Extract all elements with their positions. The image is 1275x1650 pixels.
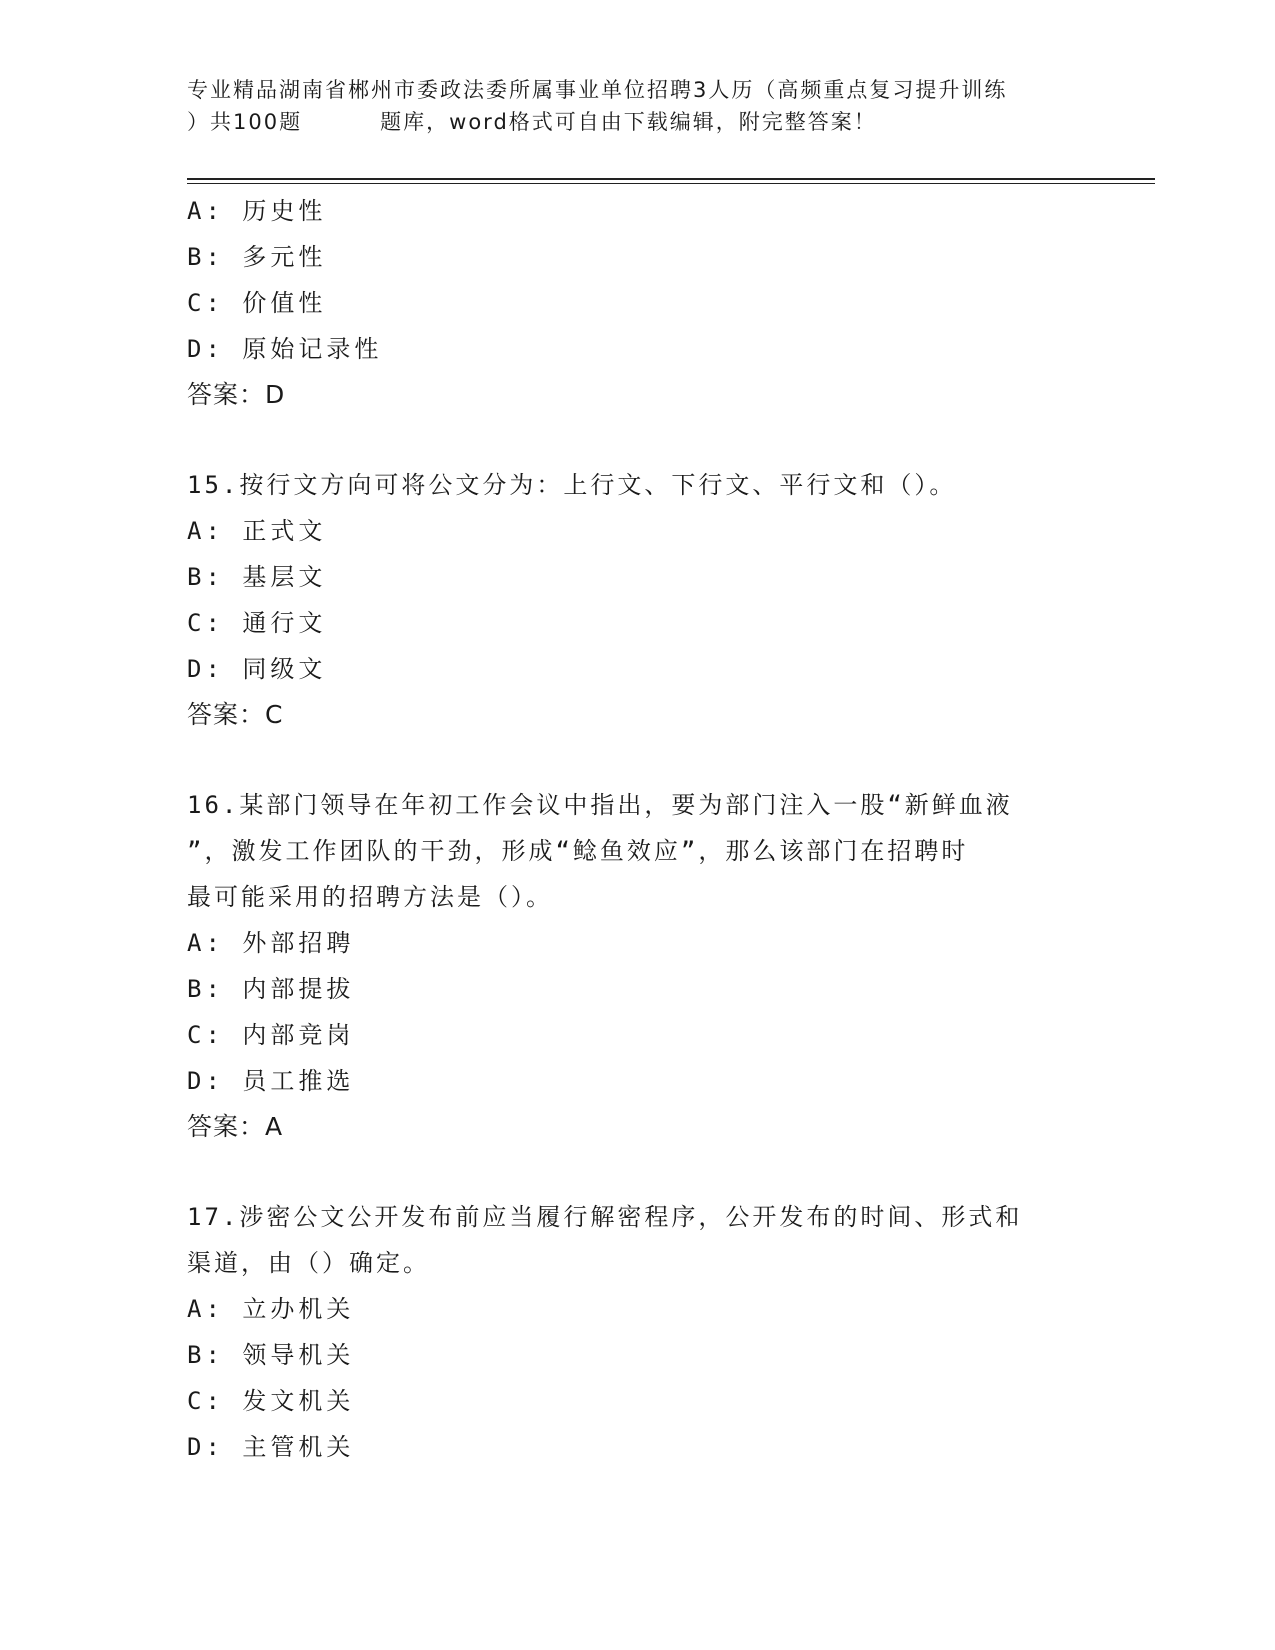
question-spacer bbox=[187, 1150, 1087, 1194]
question-spacer bbox=[187, 738, 1087, 782]
option-b: B: 基层文 bbox=[187, 563, 327, 591]
answer-line: 答案：C bbox=[187, 700, 284, 729]
document-header bbox=[187, 74, 1087, 138]
question-17 bbox=[187, 1194, 1087, 1470]
header-title-line-1: 专业精品湖南省郴州市委政法委所属事业单位招聘3人历（高频重点复习提升训练 bbox=[187, 78, 1008, 102]
question-text-line: 渠道，由（）确定。 bbox=[187, 1249, 430, 1277]
question-15 bbox=[187, 462, 1087, 738]
question-text-line: 16.某部门领导在年初工作会议中指出，要为部门注入一股“新鲜血液 bbox=[187, 791, 1013, 819]
question-text bbox=[187, 462, 1067, 508]
header-divider-thick bbox=[187, 178, 1155, 180]
option-c: C: 内部竞岗 bbox=[187, 1021, 355, 1049]
question-text-line: 17.涉密公文公开发布前应当履行解密程序，公开发布的时间、形式和 bbox=[187, 1203, 1023, 1231]
option-d: D: 同级文 bbox=[187, 655, 327, 683]
option-a: A: 外部招聘 bbox=[187, 929, 355, 957]
question-list bbox=[187, 188, 1087, 1470]
option-b: B: 内部提拔 bbox=[187, 975, 355, 1003]
option-c: C: 通行文 bbox=[187, 609, 327, 637]
question-16 bbox=[187, 782, 1087, 1150]
question-text-line: ”，激发工作团队的干劲，形成“鲶鱼效应”，那么该部门在招聘时 bbox=[187, 837, 969, 865]
option-b: B: 多元性 bbox=[187, 243, 327, 271]
option-d: D: 原始记录性 bbox=[187, 335, 383, 363]
option-c: C: 发文机关 bbox=[187, 1387, 355, 1415]
option-c: C: 价值性 bbox=[187, 289, 327, 317]
header-divider-thin bbox=[187, 183, 1155, 184]
option-d: D: 主管机关 bbox=[187, 1433, 355, 1461]
question-14 bbox=[187, 188, 1087, 418]
question-text-line: 最可能采用的招聘方法是（）。 bbox=[187, 883, 553, 911]
option-a: A: 正式文 bbox=[187, 517, 327, 545]
option-a: A: 历史性 bbox=[187, 197, 327, 225]
option-a: A: 立办机关 bbox=[187, 1295, 355, 1323]
answer-line: 答案：A bbox=[187, 1112, 284, 1141]
question-spacer bbox=[187, 418, 1087, 462]
answer-line: 答案：D bbox=[187, 380, 286, 409]
option-d: D: 员工推选 bbox=[187, 1067, 355, 1095]
question-text bbox=[187, 782, 1067, 920]
question-text bbox=[187, 1194, 1067, 1286]
question-text-line: 15.按行文方向可将公文分为：上行文、下行文、平行文和（）。 bbox=[187, 471, 957, 499]
option-b: B: 领导机关 bbox=[187, 1341, 355, 1369]
header-title-line-2: ）共100题 题库，word格式可自由下载编辑，附完整答案！ bbox=[187, 110, 877, 134]
